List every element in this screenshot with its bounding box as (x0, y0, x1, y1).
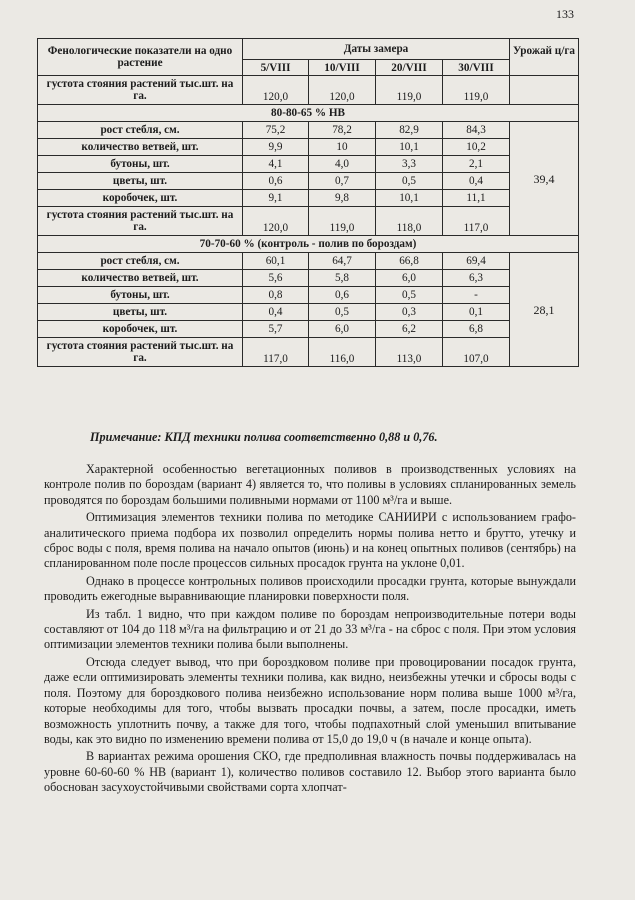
row-label: коробочек, шт. (38, 321, 243, 338)
param-header: Фенологические показатели на одно растение (38, 39, 243, 76)
cell: 113,0 (376, 338, 443, 367)
table-row (38, 156, 579, 173)
cell: 78,2 (309, 122, 376, 139)
cell: 10 (309, 139, 376, 156)
row-label: густота стояния растений тыс.шт. на га. (38, 338, 243, 367)
cell: 6,8 (443, 321, 510, 338)
cell: 60,1 (243, 253, 309, 270)
empty-yield-cell (510, 76, 579, 105)
cell: 116,0 (309, 338, 376, 367)
table-note: Примечание: КПД техники полива соответственно 0,88 и 0,76. (90, 430, 438, 444)
date-col-1: 5/VIII (243, 60, 309, 76)
cell: 6,3 (443, 270, 510, 287)
cell: 84,3 (443, 122, 510, 139)
cell: 0,6 (309, 287, 376, 304)
section-title-row (38, 105, 579, 122)
table-row (38, 207, 579, 236)
regime-title: 70-70-60 % (контроль - полив по бороздам) (38, 236, 579, 253)
row-label: бутоны, шт. (38, 287, 243, 304)
cell: 5,6 (243, 270, 309, 287)
regime-title: 80-80-65 % НВ (38, 105, 579, 122)
cell: 69,4 (443, 253, 510, 270)
row-label: бутоны, шт. (38, 156, 243, 173)
row-label: цветы, шт. (38, 173, 243, 190)
cell: 117,0 (243, 338, 309, 367)
paragraph: Из табл. 1 видно, что при каждом поливе по бороздам непроизводительные потери воды составляют от 104 до 118 м³/га на фильтрацию и от 21 до 33 м³/га - на сброс с поля. При этом условия оптимизации элементов техники полива были выполнены. (44, 606, 576, 652)
cell: 3,3 (376, 156, 443, 173)
cell: 120,0 (243, 76, 309, 105)
cell: 11,1 (443, 190, 510, 207)
cell: 2,1 (443, 156, 510, 173)
cell: 66,8 (376, 253, 443, 270)
cell: 119,0 (376, 76, 443, 105)
cell: 0,1 (443, 304, 510, 321)
cell: 9,8 (309, 190, 376, 207)
table-row (38, 270, 579, 287)
cell: 119,0 (443, 76, 510, 105)
cell: 0,4 (243, 304, 309, 321)
date-col-3: 20/VIII (376, 60, 443, 76)
date-col-2: 10/VIII (309, 60, 376, 76)
cell: 0,8 (243, 287, 309, 304)
cell: 5,8 (309, 270, 376, 287)
cell: - (443, 287, 510, 304)
phenology-table (37, 38, 579, 367)
yield-value: 28,1 (510, 253, 579, 367)
table-row (38, 190, 579, 207)
cell: 0,4 (443, 173, 510, 190)
dates-header: Даты замера (243, 39, 510, 60)
section-title-row (38, 236, 579, 253)
cell: 0,5 (376, 287, 443, 304)
table-row (38, 76, 579, 105)
cell: 9,1 (243, 190, 309, 207)
yield-header: Урожай ц/га (510, 39, 579, 76)
paragraph: Характерной особенностью вегетационных поливов в производственных условиях на контроле полив по бороздам (вариант 4) является то, что поливы в условиях спланированных земель проводятся по бороздам большими поливными нормами от 1100 м³/га и выше. (44, 462, 576, 507)
cell: 0,5 (309, 304, 376, 321)
cell: 0,5 (376, 173, 443, 190)
table-row (38, 139, 579, 156)
row-label: цветы, шт. (38, 304, 243, 321)
cell: 9,9 (243, 139, 309, 156)
cell: 120,0 (243, 207, 309, 236)
cell: 82,9 (376, 122, 443, 139)
table-row (38, 338, 579, 367)
cell: 10,1 (376, 190, 443, 207)
body-text (44, 462, 576, 798)
cell: 10,2 (443, 139, 510, 156)
cell: 117,0 (443, 207, 510, 236)
date-col-4: 30/VIII (443, 60, 510, 76)
cell: 10,1 (376, 139, 443, 156)
paragraph: В вариантах режима орошения СКО, где предполивная влажность почвы поддерживалась на уровне 60-60-60 % НВ (вариант 1), количество поливов составило 12. Выбор этого варианта было обоснован засухоустойчивыми свойствами сорта хлопчат- (44, 749, 576, 795)
row-label: густота стояния растений тыс.шт. на га. (38, 207, 243, 236)
yield-value: 39,4 (510, 122, 579, 236)
cell: 4,1 (243, 156, 309, 173)
row-label: количество ветвей, шт. (38, 270, 243, 287)
table-row (38, 304, 579, 321)
cell: 107,0 (443, 338, 510, 367)
cell: 120,0 (309, 76, 376, 105)
paragraph: Оптимизация элементов техники полива по методике САНИИРИ с использованием графо-аналитического приема подбора их позволил определить нормы полива нетто и брутто, утечку и сброс воды с поля, время полива на начало опытов (июнь) и на конец опытных поливов (сентябрь) на спланированном поле после процессов сильных просадок грунта на уклоне 0,01. (44, 510, 576, 571)
row-label: коробочек, шт. (38, 190, 243, 207)
cell: 64,7 (309, 253, 376, 270)
table-row (38, 122, 579, 139)
cell: 6,0 (376, 270, 443, 287)
cell: 6,2 (376, 321, 443, 338)
cell: 6,0 (309, 321, 376, 338)
table-row (38, 287, 579, 304)
cell: 4,0 (309, 156, 376, 173)
cell: 5,7 (243, 321, 309, 338)
cell: 119,0 (309, 207, 376, 236)
paragraph: Однако в процессе контрольных поливов происходили просадки грунта, которые вынуждали проводить ежегодные выравнивающие планировки поверхности поля. (44, 573, 576, 604)
cell: 0,3 (376, 304, 443, 321)
paragraph: Отсюда следует вывод, что при бороздковом поливе при провоцировании посадок грунта, даже если оптимизировать элементы техники полива, как видно, неизбежны утечки и сбросы воды с поля. Поэтому для бороздкового полива неизбежно использование норм полива выше 1000 м³/га, которые необходимы для того, чтобы вызвать просадки почвы, а затем, после просадки, иметь возможность уплотнить почву, а также для того, чтобы подпахотный слой уменьшил впитывание воды, как это видно по изменению времени полива от 15,0 до 19,0 ч (в начале и конце опыта). (44, 654, 576, 746)
cell: 75,2 (243, 122, 309, 139)
cell: 118,0 (376, 207, 443, 236)
row-label: рост стебля, см. (38, 253, 243, 270)
page-number: 133 (556, 7, 574, 21)
table-row (38, 253, 579, 270)
table-row (38, 321, 579, 338)
row-label: количество ветвей, шт. (38, 139, 243, 156)
table-row (38, 173, 579, 190)
row-label: рост стебля, см. (38, 122, 243, 139)
cell: 0,6 (243, 173, 309, 190)
cell: 0,7 (309, 173, 376, 190)
row-label: густота стояния растений тыс.шт. на га. (38, 76, 243, 105)
